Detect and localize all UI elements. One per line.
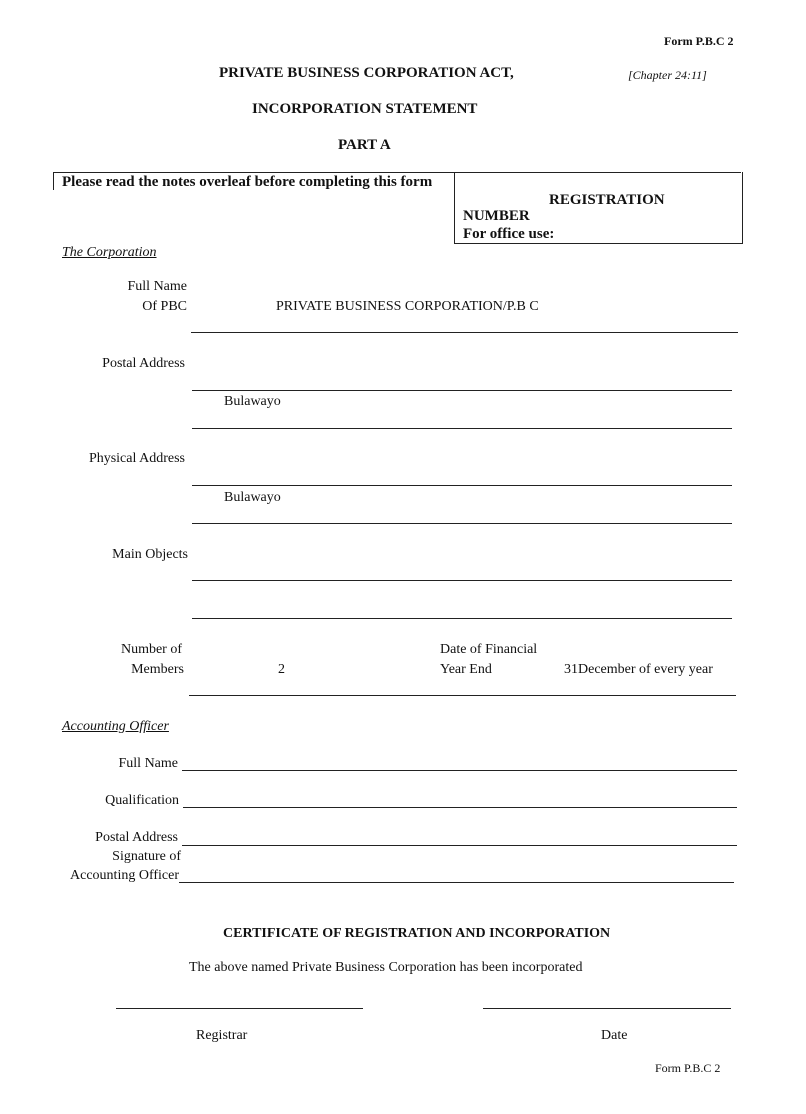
full-name-value[interactable]: PRIVATE BUSINESS CORPORATION/P.B C [276, 299, 539, 314]
main-objects-label: Main Objects [112, 547, 188, 562]
notice-left-border [53, 172, 54, 190]
corporation-section-title: The Corporation [62, 245, 157, 260]
ao-postal-address-line[interactable] [182, 845, 737, 846]
registrar-signature-line[interactable] [116, 1008, 363, 1009]
main-objects-line-2 [192, 618, 732, 619]
date-label: Date [601, 1028, 628, 1043]
ao-signature-label-line1: Signature of [112, 849, 181, 864]
ao-full-name-line[interactable] [182, 770, 737, 771]
physical-address-label: Physical Address [88, 451, 185, 466]
form-code-bottom: Form P.B.C 2 [655, 1061, 721, 1075]
form-code-top: Form P.B.C 2 [664, 34, 734, 48]
registrar-label: Registrar [196, 1028, 248, 1043]
ao-qualification-label: Qualification [105, 793, 179, 808]
physical-address-line-2 [192, 523, 732, 524]
fye-value[interactable]: 31December of every year [564, 662, 713, 677]
date-signature-line[interactable] [483, 1008, 731, 1009]
part-title: PART A [338, 137, 391, 153]
ao-qualification-line[interactable] [183, 807, 737, 808]
physical-address-line-1 [192, 485, 732, 486]
postal-address-line-2 [192, 428, 732, 429]
members-label-line2: Members [131, 662, 184, 677]
full-name-line [191, 332, 738, 333]
ao-signature-line[interactable] [179, 882, 734, 883]
act-title: PRIVATE BUSINESS CORPORATION ACT, [219, 65, 514, 81]
fye-label-line2: Year End [440, 662, 492, 677]
members-line [189, 695, 736, 696]
postal-address-value[interactable]: Bulawayo [224, 394, 281, 409]
accounting-officer-section-title: Accounting Officer [62, 719, 169, 734]
statement-title: INCORPORATION STATEMENT [252, 101, 478, 117]
certificate-title: CERTIFICATE OF REGISTRATION AND INCORPORATION [223, 926, 611, 941]
physical-address-value[interactable]: Bulawayo [224, 490, 281, 505]
members-value[interactable]: 2 [278, 662, 285, 677]
full-name-label-line2: Of PBC [142, 299, 187, 314]
registration-label: REGISTRATION [549, 192, 665, 208]
postal-address-line-1 [192, 390, 732, 391]
office-use-label: For office use: [463, 226, 555, 242]
main-objects-line-1 [192, 580, 732, 581]
notice-text: Please read the notes overleaf before completing this form [62, 174, 433, 190]
postal-address-label: Postal Address [102, 356, 185, 371]
ao-postal-address-label: Postal Address [95, 830, 178, 845]
members-label-line1: Number of [120, 642, 182, 657]
number-label: NUMBER [463, 208, 530, 224]
ao-signature-label-line2: Accounting Officer [70, 868, 179, 883]
certificate-statement: The above named Private Business Corporation has been incorporated [189, 960, 583, 975]
fye-label-line1: Date of Financial [440, 642, 538, 657]
full-name-label-line1: Full Name [127, 279, 187, 294]
chapter-reference: [Chapter 24:11] [628, 68, 707, 82]
ao-full-name-label: Full Name [118, 756, 178, 771]
